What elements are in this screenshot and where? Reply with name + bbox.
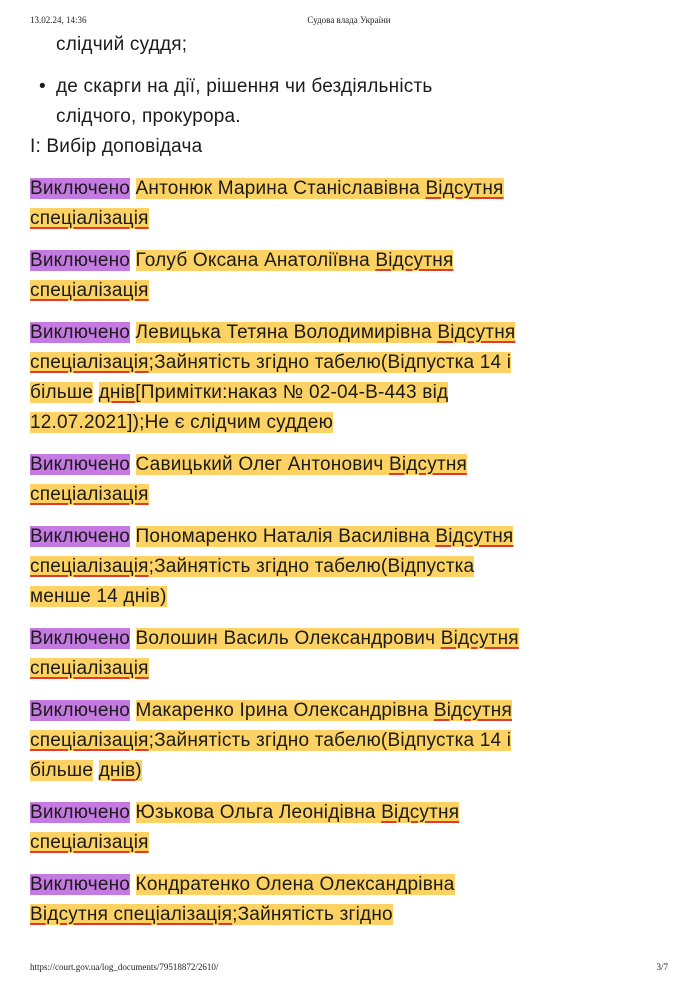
exclusion-reason: спеціалізація: [30, 832, 149, 853]
judge-entry: [30, 798, 590, 858]
exclusion-reason: Відсутня: [437, 322, 516, 343]
exclusion-reason: Відсутня: [425, 178, 504, 199]
exclusion-reason: Відсутня: [440, 628, 519, 649]
status-badge: Виключено: [30, 526, 131, 547]
judge-name: Левицька Тетяна Володимирівна: [135, 322, 432, 343]
status-badge: Виключено: [30, 250, 131, 271]
status-badge: Виключено: [30, 454, 131, 475]
document-body: [30, 30, 590, 930]
judge-entry: [30, 318, 590, 438]
exclusion-reason: спеціалізація: [30, 730, 149, 751]
print-header: [30, 15, 668, 29]
page-number: 3/7: [656, 962, 668, 972]
exclusion-reason: спеціалізація: [30, 658, 149, 679]
list-item-line: слідчого, прокурора.: [56, 106, 241, 127]
judge-name: Голуб Оксана Анатоліївна: [135, 250, 370, 271]
bullet-icon: •: [39, 76, 46, 97]
exclusion-details: більше: [30, 760, 94, 781]
exclusion-details: ;Зайнятість згідно табелю(Відпустка 14 і: [148, 730, 512, 751]
list-item-line: де скарги на дії, рішення чи бездіяльність: [56, 76, 433, 97]
status-badge: Виключено: [30, 628, 131, 649]
exclusion-reason: Відсутня: [375, 250, 454, 271]
exclusion-details: ;Зайнятість згідно: [232, 904, 393, 925]
judge-entry: [30, 870, 590, 930]
judge-name: Антонюк Марина Станіславівна: [135, 178, 420, 199]
judge-entry: [30, 450, 590, 510]
section-title: І: Вибір доповідача: [30, 136, 203, 157]
page-url: https://court.gov.ua/log_documents/79518872/2610/: [30, 962, 219, 972]
status-badge: Виключено: [30, 178, 131, 199]
judge-entry: [30, 522, 590, 612]
status-badge: Виключено: [30, 700, 131, 721]
exclusion-details: ): [135, 760, 142, 781]
exclusion-details: днів: [98, 760, 136, 781]
judge-name: Волошин Василь Олександрович: [135, 628, 436, 649]
exclusion-reason: Відсутня спеціалізація: [30, 904, 233, 925]
judge-name: Юзькова Ольга Леонідівна: [135, 802, 376, 823]
print-footer: [30, 962, 668, 976]
judge-name: Пономаренко Наталія Василівна: [135, 526, 430, 547]
exclusion-details: [Примітки:наказ № 02-04-В-443 від: [135, 382, 449, 403]
exclusion-details: ;Зайнятість згідно табелю(Відпустка 14 і: [148, 352, 512, 373]
exclusion-details: більше: [30, 382, 94, 403]
exclusion-reason: Відсутня: [435, 526, 514, 547]
exclusion-details: днів: [98, 382, 136, 403]
judge-entry: [30, 624, 590, 684]
continued-list-text: слідчий суддя;: [56, 34, 188, 55]
exclusion-reason: Відсутня: [433, 700, 512, 721]
exclusion-reason: спеціалізація: [30, 484, 149, 505]
exclusion-reason: Відсутня: [381, 802, 460, 823]
print-datetime: 13.02.24, 14:36: [30, 15, 87, 25]
status-badge: Виключено: [30, 802, 131, 823]
judge-name: Савицький Олег Антонович: [135, 454, 384, 475]
exclusion-details: 12.07.2021]);Не є слідчим суддею: [30, 412, 334, 433]
exclusion-reason: спеціалізація: [30, 280, 149, 301]
judge-entry: [30, 696, 590, 786]
judge-entry: [30, 246, 590, 306]
exclusion-details: ;Зайнятість згідно табелю(Відпустка: [148, 556, 475, 577]
status-badge: Виключено: [30, 874, 131, 895]
list-item: [30, 72, 590, 132]
exclusion-reason: Відсутня: [388, 454, 468, 475]
judge-entry: [30, 174, 590, 234]
print-site-title: Судова влада України: [307, 15, 391, 25]
exclusion-reason: спеціалізація: [30, 556, 149, 577]
judge-name: Кондратенко Олена Олександрівна: [135, 874, 455, 895]
status-badge: Виключено: [30, 322, 131, 343]
judge-name: Макаренко Ірина Олександрівна: [135, 700, 429, 721]
exclusion-reason: спеціалізація: [30, 352, 149, 373]
exclusion-details: менше 14 днів): [30, 586, 167, 607]
exclusion-reason: спеціалізація: [30, 208, 149, 229]
